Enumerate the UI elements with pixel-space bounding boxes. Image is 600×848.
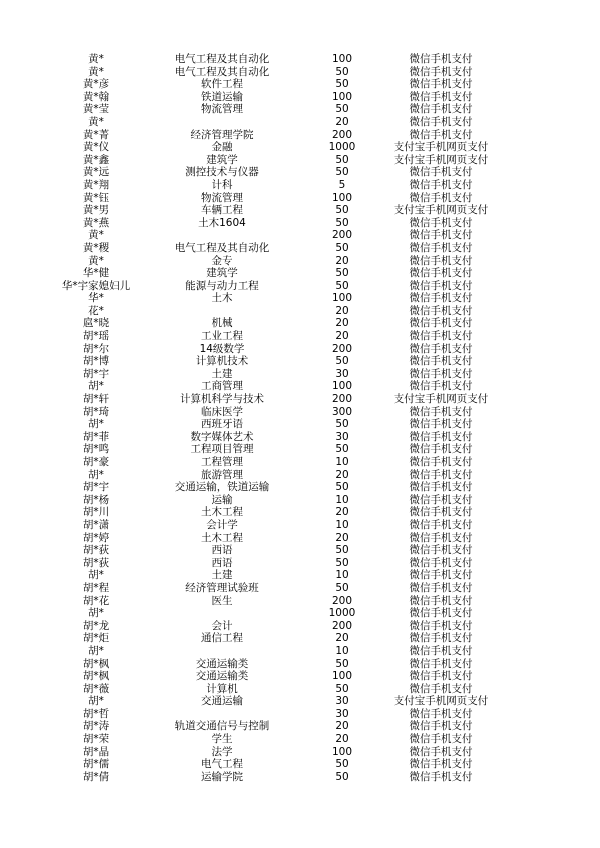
- major-cell: [132, 229, 312, 242]
- donor-name-cell: 黄*翰: [82, 90, 110, 103]
- payment-method-cell: 微信手机支付: [409, 342, 473, 355]
- donor-name-cell: 胡*潇: [82, 518, 110, 531]
- table-row: [60, 129, 510, 142]
- amount-cell: 50: [335, 279, 349, 292]
- payment-method-cell: 微信手机支付: [409, 468, 473, 481]
- donor-name-cell: 黄*: [88, 229, 104, 242]
- amount-cell: 50: [335, 355, 349, 368]
- amount-cell: 200: [331, 128, 353, 141]
- donor-name-cell: 胡*鸣: [82, 443, 110, 456]
- major-cell: 电气工程及其自动化: [174, 65, 270, 78]
- amount-cell: 50: [335, 544, 349, 557]
- table-row: [60, 582, 510, 595]
- donor-name-cell: 胡*枫: [82, 657, 110, 670]
- major-cell: 西语: [211, 556, 233, 569]
- table-row: [60, 670, 510, 683]
- payment-method-cell: 微信手机支付: [409, 279, 473, 292]
- payment-method-cell: 微信手机支付: [409, 682, 473, 695]
- major-cell: 土建: [211, 367, 233, 380]
- amount-cell: 200: [331, 342, 353, 355]
- donor-name-cell: 黄*: [88, 254, 104, 267]
- table-row: [60, 443, 510, 456]
- table-row: [60, 280, 510, 293]
- donor-name-cell: 胡*杨: [82, 493, 110, 506]
- table-row: [60, 267, 510, 280]
- amount-cell: 50: [335, 204, 349, 217]
- payment-method-cell: 支付宝手机网页支付: [393, 153, 489, 166]
- major-cell: 土木工程: [201, 531, 243, 544]
- amount-cell: 50: [335, 443, 349, 456]
- payment-method-cell: 微信手机支付: [409, 657, 473, 670]
- major-cell: 交通运输，铁道运输: [174, 481, 270, 494]
- table-row: [60, 481, 510, 494]
- table-row: [60, 607, 510, 620]
- major-cell: 土木1604: [198, 216, 246, 229]
- donor-name-cell: 胡*龙: [82, 619, 110, 632]
- donation-table: [60, 53, 510, 783]
- amount-cell: 100: [331, 292, 353, 305]
- amount-cell: 50: [335, 78, 349, 91]
- major-cell: 能源与动力工程: [185, 279, 259, 292]
- payment-method-cell: 微信手机支付: [409, 481, 473, 494]
- donor-name-cell: 胡*: [88, 607, 104, 620]
- donor-name-cell: 胡*: [88, 468, 104, 481]
- table-row: [60, 166, 510, 179]
- table-row: [60, 192, 510, 205]
- payment-method-cell: 支付宝手机网页支付: [393, 204, 489, 217]
- major-cell: 电气工程及其自动化: [174, 241, 270, 254]
- donor-name-cell: 胡*: [88, 380, 104, 393]
- donor-name-cell: 胡*: [88, 569, 104, 582]
- major-cell: 会计: [211, 619, 233, 632]
- donor-name-cell: 胡*炬: [82, 632, 110, 645]
- table-row: [60, 746, 510, 759]
- table-row: [60, 532, 510, 545]
- table-row: [60, 506, 510, 519]
- amount-cell: 50: [335, 556, 349, 569]
- major-cell: 工商管理: [201, 380, 243, 393]
- payment-method-cell: 微信手机支付: [409, 758, 473, 771]
- major-cell: 工程项目管理: [190, 443, 254, 456]
- major-cell: [132, 305, 312, 318]
- donor-name-cell: 胡*: [88, 695, 104, 708]
- donor-name-cell: 胡*尔: [82, 342, 110, 355]
- major-cell: 土建: [211, 569, 233, 582]
- payment-method-cell: 微信手机支付: [409, 103, 473, 116]
- table-row: [60, 431, 510, 444]
- table-row: [60, 53, 510, 66]
- table-row: [60, 78, 510, 91]
- amount-cell: 10: [335, 569, 349, 582]
- donor-name-cell: 胡*轩: [82, 393, 110, 406]
- major-cell: 工程管理: [201, 456, 243, 468]
- donor-name-cell: 胡*荣: [82, 733, 110, 746]
- payment-method-cell: 微信手机支付: [409, 78, 473, 91]
- major-cell: 临床医学: [201, 405, 243, 418]
- donor-name-cell: 华*宇家媳妇儿: [61, 279, 131, 292]
- payment-method-cell: 微信手机支付: [409, 506, 473, 519]
- major-cell: 经济管理试验班: [185, 581, 259, 594]
- donor-name-cell: 黄*菁: [82, 128, 110, 141]
- table-row: [60, 305, 510, 318]
- donor-name-cell: 胡*宇: [82, 481, 110, 494]
- major-cell: 工业工程: [201, 330, 243, 343]
- amount-cell: 200: [331, 619, 353, 632]
- amount-cell: 10: [335, 518, 349, 531]
- major-cell: 车辆工程: [201, 204, 243, 217]
- amount-cell: 20: [335, 468, 349, 481]
- table-row: [60, 229, 510, 242]
- amount-cell: 20: [335, 330, 349, 343]
- amount-cell: 100: [331, 380, 353, 393]
- table-row: [60, 255, 510, 268]
- major-cell: 数字媒体艺术: [190, 430, 254, 443]
- major-cell: 金融: [211, 141, 233, 154]
- payment-method-cell: 支付宝手机网页支付: [393, 695, 489, 708]
- major-cell: [132, 607, 312, 620]
- table-row: [60, 469, 510, 482]
- table-row: [60, 380, 510, 393]
- amount-cell: 20: [335, 531, 349, 544]
- payment-method-cell: 微信手机支付: [409, 456, 473, 468]
- payment-method-cell: 微信手机支付: [409, 367, 473, 380]
- payment-method-cell: 微信手机支付: [409, 380, 473, 393]
- amount-cell: 20: [335, 506, 349, 519]
- payment-method-cell: 微信手机支付: [409, 430, 473, 443]
- donor-name-cell: 胡*博: [82, 355, 110, 368]
- table-row: [60, 116, 510, 129]
- amount-cell: 50: [335, 153, 349, 166]
- donor-name-cell: 黄*翔: [82, 178, 110, 191]
- table-row: [60, 456, 510, 469]
- donor-name-cell: 华*: [88, 292, 104, 305]
- payment-method-cell: 微信手机支付: [409, 355, 473, 368]
- donor-name-cell: 胡*: [88, 418, 104, 431]
- table-row: [60, 683, 510, 696]
- payment-method-cell: 微信手机支付: [409, 304, 473, 317]
- table-row: [60, 720, 510, 733]
- amount-cell: 100: [331, 670, 353, 683]
- payment-method-cell: 微信手机支付: [409, 619, 473, 632]
- payment-method-cell: 微信手机支付: [409, 418, 473, 431]
- amount-cell: 200: [331, 594, 353, 607]
- amount-cell: 50: [335, 103, 349, 116]
- table-row: [60, 368, 510, 381]
- amount-cell: 20: [335, 254, 349, 267]
- amount-cell: 100: [331, 90, 353, 103]
- table-row: [60, 217, 510, 230]
- major-cell: 法学: [211, 745, 233, 758]
- donor-name-cell: 胡*豪: [82, 456, 110, 468]
- donor-name-cell: 胡*儒: [82, 758, 110, 771]
- table-row: [60, 632, 510, 645]
- donor-name-cell: 胡*哲: [82, 707, 110, 720]
- amount-cell: 5: [338, 178, 346, 191]
- table-row: [60, 317, 510, 330]
- amount-cell: 1000: [328, 607, 356, 620]
- payment-method-cell: 微信手机支付: [409, 115, 473, 128]
- table-row: [60, 242, 510, 255]
- amount-cell: 300: [331, 405, 353, 418]
- donor-name-cell: 黄*稷: [82, 241, 110, 254]
- table-row: [60, 658, 510, 671]
- donor-name-cell: 黄*仪: [82, 141, 110, 154]
- table-row: [60, 544, 510, 557]
- major-cell: 计科: [211, 178, 233, 191]
- table-row: [60, 620, 510, 633]
- donor-name-cell: 黄*男: [82, 204, 110, 217]
- payment-method-cell: 微信手机支付: [409, 531, 473, 544]
- major-cell: 物流管理: [201, 103, 243, 116]
- payment-method-cell: 微信手机支付: [409, 733, 473, 746]
- donor-name-cell: 胡*薇: [82, 682, 110, 695]
- amount-cell: 200: [331, 393, 353, 406]
- donor-name-cell: 胡*涛: [82, 720, 110, 733]
- payment-method-cell: 微信手机支付: [409, 745, 473, 758]
- payment-method-cell: 微信手机支付: [409, 317, 473, 330]
- table-row: [60, 569, 510, 582]
- donor-name-cell: 胡*宇: [82, 367, 110, 380]
- donor-name-cell: 黄*彦: [82, 78, 110, 91]
- amount-cell: 20: [335, 720, 349, 733]
- table-body: [60, 53, 510, 783]
- donor-name-cell: 胡*川: [82, 506, 110, 519]
- donor-name-cell: 黄*钰: [82, 191, 110, 204]
- major-cell: 旅游管理: [201, 468, 243, 481]
- payment-method-cell: 微信手机支付: [409, 229, 473, 242]
- amount-cell: 100: [331, 191, 353, 204]
- table-row: [60, 204, 510, 217]
- amount-cell: 10: [335, 456, 349, 468]
- table-row: [60, 355, 510, 368]
- major-cell: 交通运输: [201, 695, 243, 708]
- amount-cell: 10: [335, 644, 349, 657]
- payment-method-cell: 微信手机支付: [409, 178, 473, 191]
- major-cell: 学生: [211, 733, 233, 746]
- major-cell: [132, 116, 312, 129]
- table-row: [60, 708, 510, 721]
- payment-method-cell: 微信手机支付: [409, 594, 473, 607]
- major-cell: 软件工程: [201, 78, 243, 91]
- payment-method-cell: 微信手机支付: [409, 670, 473, 683]
- donor-name-cell: 胡*瑶: [82, 330, 110, 343]
- major-cell: 西语: [211, 544, 233, 557]
- donor-name-cell: 扈*晓: [82, 317, 110, 330]
- table-row: [60, 343, 510, 356]
- payment-method-cell: 微信手机支付: [409, 166, 473, 179]
- major-cell: 电气工程及其自动化: [174, 53, 270, 65]
- major-cell: 轨道交通信号与控制: [174, 720, 270, 733]
- payment-method-cell: 微信手机支付: [409, 581, 473, 594]
- donor-name-cell: 胡*琦: [82, 405, 110, 418]
- payment-method-cell: 微信手机支付: [409, 720, 473, 733]
- payment-method-cell: 微信手机支付: [409, 405, 473, 418]
- payment-method-cell: 微信手机支付: [409, 216, 473, 229]
- major-cell: 建筑学: [206, 153, 238, 166]
- major-cell: 建筑学: [206, 267, 238, 280]
- amount-cell: 50: [335, 682, 349, 695]
- donor-name-cell: 黄*燕: [82, 216, 110, 229]
- major-cell: 14级数学: [199, 342, 245, 355]
- table-row: [60, 695, 510, 708]
- donor-name-cell: 胡*枫: [82, 670, 110, 683]
- major-cell: 测控技术与仪器: [185, 166, 259, 179]
- table-row: [60, 91, 510, 104]
- table-row: [60, 733, 510, 746]
- amount-cell: 30: [335, 430, 349, 443]
- major-cell: [132, 645, 312, 658]
- table-row: [60, 103, 510, 116]
- donor-name-cell: 黄*: [88, 53, 104, 65]
- donor-name-cell: 胡*婷: [82, 531, 110, 544]
- payment-method-cell: 微信手机支付: [409, 493, 473, 506]
- major-cell: 机械: [211, 317, 233, 330]
- donor-name-cell: 胡*倩: [82, 770, 110, 783]
- amount-cell: 30: [335, 367, 349, 380]
- payment-method-cell: 微信手机支付: [409, 556, 473, 569]
- major-cell: 电气工程: [201, 758, 243, 771]
- amount-cell: 50: [335, 216, 349, 229]
- payment-method-cell: 微信手机支付: [409, 544, 473, 557]
- table-row: [60, 595, 510, 608]
- major-cell: 土木工程: [201, 506, 243, 519]
- major-cell: [132, 708, 312, 721]
- payment-method-cell: 微信手机支付: [409, 644, 473, 657]
- table-row: [60, 494, 510, 507]
- donor-name-cell: 黄*鑫: [82, 153, 110, 166]
- payment-method-cell: 微信手机支付: [409, 330, 473, 343]
- donor-name-cell: 华*健: [82, 267, 110, 280]
- amount-cell: 100: [331, 745, 353, 758]
- major-cell: 计算机技术: [195, 355, 249, 368]
- donor-name-cell: 黄*远: [82, 166, 110, 179]
- payment-method-cell: 微信手机支付: [409, 518, 473, 531]
- payment-method-cell: 微信手机支付: [409, 65, 473, 78]
- major-cell: 会计学: [206, 518, 238, 531]
- table-row: [60, 519, 510, 532]
- amount-cell: 200: [331, 229, 353, 242]
- amount-cell: 30: [335, 707, 349, 720]
- major-cell: 物流管理: [201, 191, 243, 204]
- payment-method-cell: 支付宝手机网页支付: [393, 393, 489, 406]
- major-cell: 通信工程: [201, 632, 243, 645]
- payment-method-cell: 微信手机支付: [409, 267, 473, 280]
- major-cell: 经济管理学院: [190, 128, 254, 141]
- donor-name-cell: 胡*荻: [82, 556, 110, 569]
- major-cell: 运输学院: [201, 770, 243, 783]
- major-cell: 交通运输类: [195, 657, 249, 670]
- amount-cell: 50: [335, 241, 349, 254]
- donor-name-cell: 胡*晶: [82, 745, 110, 758]
- table-row: [60, 154, 510, 167]
- table-row: [60, 645, 510, 658]
- donor-name-cell: 黄*: [88, 65, 104, 78]
- table-row: [60, 758, 510, 771]
- table-row: [60, 141, 510, 154]
- donor-name-cell: 胡*花: [82, 594, 110, 607]
- donor-name-cell: 胡*程: [82, 581, 110, 594]
- donor-name-cell: 花*: [88, 304, 104, 317]
- payment-method-cell: 微信手机支付: [409, 191, 473, 204]
- amount-cell: 30: [335, 695, 349, 708]
- amount-cell: 20: [335, 115, 349, 128]
- table-row: [60, 771, 510, 784]
- major-cell: 运输: [211, 493, 233, 506]
- donor-name-cell: 胡*荻: [82, 544, 110, 557]
- amount-cell: 20: [335, 632, 349, 645]
- major-cell: 西班牙语: [201, 418, 243, 431]
- amount-cell: 50: [335, 770, 349, 783]
- table-row: [60, 418, 510, 431]
- amount-cell: 50: [335, 418, 349, 431]
- amount-cell: 1000: [328, 141, 356, 154]
- major-cell: 铁道运输: [201, 90, 243, 103]
- payment-method-cell: 微信手机支付: [409, 632, 473, 645]
- payment-method-cell: 微信手机支付: [409, 292, 473, 305]
- amount-cell: 20: [335, 304, 349, 317]
- payment-method-cell: 微信手机支付: [409, 128, 473, 141]
- major-cell: 计算机: [206, 682, 238, 695]
- amount-cell: 50: [335, 166, 349, 179]
- table-row: [60, 406, 510, 419]
- payment-method-cell: 微信手机支付: [409, 569, 473, 582]
- payment-method-cell: 微信手机支付: [409, 443, 473, 456]
- major-cell: 土木: [211, 292, 233, 305]
- amount-cell: 100: [331, 53, 353, 65]
- amount-cell: 50: [335, 657, 349, 670]
- amount-cell: 50: [335, 758, 349, 771]
- donor-name-cell: 黄*: [88, 115, 104, 128]
- donor-name-cell: 胡*: [88, 644, 104, 657]
- payment-method-cell: 微信手机支付: [409, 607, 473, 620]
- payment-method-cell: 微信手机支付: [409, 254, 473, 267]
- amount-cell: 20: [335, 317, 349, 330]
- table-row: [60, 292, 510, 305]
- table-row: [60, 179, 510, 192]
- major-cell: 计算机科学与技术: [180, 393, 264, 406]
- payment-method-cell: 微信手机支付: [409, 53, 473, 65]
- donor-name-cell: 黄*莹: [82, 103, 110, 116]
- payment-method-cell: 微信手机支付: [409, 241, 473, 254]
- payment-method-cell: 支付宝手机网页支付: [393, 141, 489, 154]
- table-row: [60, 557, 510, 570]
- payment-method-cell: 微信手机支付: [409, 90, 473, 103]
- amount-cell: 10: [335, 493, 349, 506]
- amount-cell: 50: [335, 65, 349, 78]
- amount-cell: 50: [335, 581, 349, 594]
- major-cell: 医生: [211, 594, 233, 607]
- major-cell: 交通运输类: [195, 670, 249, 683]
- payment-method-cell: 微信手机支付: [409, 770, 473, 783]
- amount-cell: 50: [335, 481, 349, 494]
- table-row: [60, 393, 510, 406]
- donor-name-cell: 胡*菲: [82, 430, 110, 443]
- table-row: [60, 66, 510, 79]
- amount-cell: 20: [335, 733, 349, 746]
- payment-method-cell: 微信手机支付: [409, 707, 473, 720]
- amount-cell: 50: [335, 267, 349, 280]
- major-cell: 金专: [211, 254, 233, 267]
- table-row: [60, 330, 510, 343]
